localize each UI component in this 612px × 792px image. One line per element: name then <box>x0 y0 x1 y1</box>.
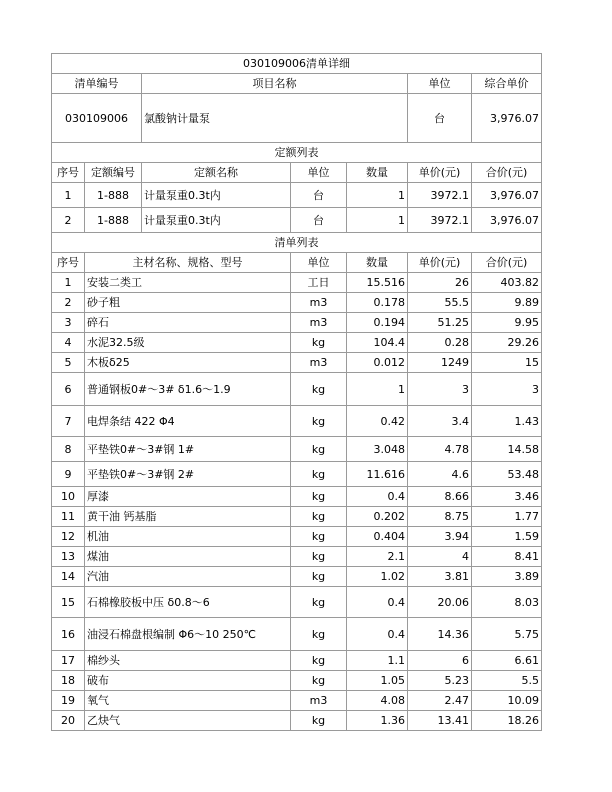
material-row <box>52 437 542 462</box>
material-name: 氧气 <box>85 691 291 711</box>
material-name: 乙炔气 <box>85 711 291 731</box>
material-total: 9.95 <box>472 313 542 333</box>
material-price: 4 <box>408 547 472 567</box>
material-index: 9 <box>52 462 85 487</box>
material-price: 5.23 <box>408 671 472 691</box>
quota-qty: 1 <box>347 183 408 208</box>
material-unit: kg <box>291 711 347 731</box>
quota-col-price: 单价(元) <box>408 163 472 183</box>
material-unit: kg <box>291 487 347 507</box>
quota-name: 计量泵重0.3t内 <box>142 208 291 233</box>
material-name: 机油 <box>85 527 291 547</box>
material-index: 14 <box>52 567 85 587</box>
material-row <box>52 671 542 691</box>
material-row <box>52 333 542 353</box>
quota-col-index: 序号 <box>52 163 85 183</box>
material-row <box>52 651 542 671</box>
material-total: 3.89 <box>472 567 542 587</box>
material-col-index: 序号 <box>52 253 85 273</box>
material-qty: 15.516 <box>347 273 408 293</box>
material-index: 6 <box>52 373 85 406</box>
material-col-qty: 数量 <box>347 253 408 273</box>
material-qty: 3.048 <box>347 437 408 462</box>
material-unit: m3 <box>291 691 347 711</box>
material-qty: 11.616 <box>347 462 408 487</box>
material-col-price: 单价(元) <box>408 253 472 273</box>
material-total: 1.77 <box>472 507 542 527</box>
material-row <box>52 313 542 333</box>
quota-unit: 台 <box>291 183 347 208</box>
material-qty: 0.202 <box>347 507 408 527</box>
material-row <box>52 373 542 406</box>
material-index: 13 <box>52 547 85 567</box>
quota-col-qty: 数量 <box>347 163 408 183</box>
material-row <box>52 567 542 587</box>
material-total: 9.89 <box>472 293 542 313</box>
material-unit: kg <box>291 618 347 651</box>
material-index: 11 <box>52 507 85 527</box>
material-total: 53.48 <box>472 462 542 487</box>
material-row <box>52 587 542 618</box>
bill-code: 030109006 <box>52 94 142 143</box>
material-col-name: 主材名称、规格、型号 <box>85 253 291 273</box>
material-total: 403.82 <box>472 273 542 293</box>
material-index: 16 <box>52 618 85 651</box>
material-price: 6 <box>408 651 472 671</box>
material-unit: kg <box>291 527 347 547</box>
material-total: 5.5 <box>472 671 542 691</box>
material-name: 油浸石棉盘根编制 Φ6～10 250℃ <box>85 618 291 651</box>
material-unit: kg <box>291 507 347 527</box>
material-index: 18 <box>52 671 85 691</box>
quota-index: 1 <box>52 183 85 208</box>
material-qty: 0.194 <box>347 313 408 333</box>
material-unit: kg <box>291 651 347 671</box>
material-unit: kg <box>291 567 347 587</box>
material-unit: kg <box>291 671 347 691</box>
material-row <box>52 293 542 313</box>
material-price: 3.94 <box>408 527 472 547</box>
material-total: 8.41 <box>472 547 542 567</box>
material-total: 10.09 <box>472 691 542 711</box>
material-qty: 1.02 <box>347 567 408 587</box>
material-qty: 1.1 <box>347 651 408 671</box>
quota-col-code: 定额编号 <box>85 163 142 183</box>
material-unit: kg <box>291 437 347 462</box>
material-row <box>52 547 542 567</box>
material-unit: kg <box>291 462 347 487</box>
material-index: 12 <box>52 527 85 547</box>
bill-item-name: 氯酸钠计量泵 <box>142 94 408 143</box>
material-price: 55.5 <box>408 293 472 313</box>
material-price: 26 <box>408 273 472 293</box>
material-qty: 0.4 <box>347 587 408 618</box>
material-price: 20.06 <box>408 587 472 618</box>
material-qty: 1 <box>347 373 408 406</box>
material-index: 3 <box>52 313 85 333</box>
material-name: 黄干油 钙基脂 <box>85 507 291 527</box>
material-total: 29.26 <box>472 333 542 353</box>
material-qty: 1.05 <box>347 671 408 691</box>
quota-total: 3,976.07 <box>472 208 542 233</box>
material-price: 13.41 <box>408 711 472 731</box>
quota-price: 3972.1 <box>408 208 472 233</box>
material-index: 5 <box>52 353 85 373</box>
material-name: 石棉橡胶板中压 δ0.8～6 <box>85 587 291 618</box>
quota-index: 2 <box>52 208 85 233</box>
quota-name: 计量泵重0.3t内 <box>142 183 291 208</box>
quota-price: 3972.1 <box>408 183 472 208</box>
material-price: 3.4 <box>408 406 472 437</box>
material-row <box>52 487 542 507</box>
material-name: 碎石 <box>85 313 291 333</box>
material-price: 51.25 <box>408 313 472 333</box>
material-qty: 0.4 <box>347 618 408 651</box>
material-unit: kg <box>291 587 347 618</box>
quota-code: 1-888 <box>85 183 142 208</box>
material-index: 8 <box>52 437 85 462</box>
material-total: 6.61 <box>472 651 542 671</box>
material-row <box>52 273 542 293</box>
material-qty: 0.404 <box>347 527 408 547</box>
material-name: 破布 <box>85 671 291 691</box>
material-unit: kg <box>291 547 347 567</box>
material-row <box>52 527 542 547</box>
material-unit: 工日 <box>291 273 347 293</box>
material-price: 2.47 <box>408 691 472 711</box>
bill-detail-sheet <box>51 53 541 731</box>
material-price: 8.75 <box>408 507 472 527</box>
header-code-label: 清单编号 <box>52 74 142 94</box>
material-row <box>52 507 542 527</box>
material-index: 1 <box>52 273 85 293</box>
material-price: 3.81 <box>408 567 472 587</box>
material-name: 平垫铁0#～3#钢 1# <box>85 437 291 462</box>
quota-col-total: 合价(元) <box>472 163 542 183</box>
bill-price: 3,976.07 <box>472 94 542 143</box>
material-index: 2 <box>52 293 85 313</box>
sheet-title: 030109006清单详细 <box>52 54 542 74</box>
material-header-row <box>52 253 542 273</box>
quota-row <box>52 208 542 233</box>
quota-row <box>52 183 542 208</box>
material-name: 木板δ25 <box>85 353 291 373</box>
material-qty: 0.178 <box>347 293 408 313</box>
quota-code: 1-888 <box>85 208 142 233</box>
quota-section-title: 定额列表 <box>52 143 542 163</box>
material-row <box>52 406 542 437</box>
material-qty: 0.42 <box>347 406 408 437</box>
material-qty: 104.4 <box>347 333 408 353</box>
bill-unit: 台 <box>408 94 472 143</box>
quota-header-row <box>52 163 542 183</box>
material-total: 3 <box>472 373 542 406</box>
material-name: 汽油 <box>85 567 291 587</box>
material-row <box>52 462 542 487</box>
material-index: 4 <box>52 333 85 353</box>
material-price: 3 <box>408 373 472 406</box>
bill-detail-table <box>51 53 542 731</box>
quota-col-unit: 单位 <box>291 163 347 183</box>
material-price: 1249 <box>408 353 472 373</box>
material-unit: kg <box>291 373 347 406</box>
material-qty: 0.4 <box>347 487 408 507</box>
header-unit-label: 单位 <box>408 74 472 94</box>
material-name: 水泥32.5级 <box>85 333 291 353</box>
material-qty: 0.012 <box>347 353 408 373</box>
material-qty: 2.1 <box>347 547 408 567</box>
material-index: 17 <box>52 651 85 671</box>
material-name: 棉纱头 <box>85 651 291 671</box>
material-price: 0.28 <box>408 333 472 353</box>
header-price-label: 综合单价 <box>472 74 542 94</box>
material-row <box>52 691 542 711</box>
material-name: 煤油 <box>85 547 291 567</box>
material-col-unit: 单位 <box>291 253 347 273</box>
material-unit: m3 <box>291 293 347 313</box>
material-total: 3.46 <box>472 487 542 507</box>
material-unit: kg <box>291 406 347 437</box>
material-total: 15 <box>472 353 542 373</box>
material-qty: 1.36 <box>347 711 408 731</box>
material-index: 19 <box>52 691 85 711</box>
material-price: 8.66 <box>408 487 472 507</box>
material-unit: m3 <box>291 313 347 333</box>
material-price: 4.6 <box>408 462 472 487</box>
material-total: 8.03 <box>472 587 542 618</box>
material-name: 平垫铁0#～3#钢 2# <box>85 462 291 487</box>
material-unit: m3 <box>291 353 347 373</box>
material-qty: 4.08 <box>347 691 408 711</box>
material-name: 普通钢板0#～3# δ1.6～1.9 <box>85 373 291 406</box>
material-index: 15 <box>52 587 85 618</box>
material-price: 4.78 <box>408 437 472 462</box>
header-name-text: 项目名称 <box>252 77 297 90</box>
material-index: 20 <box>52 711 85 731</box>
material-index: 10 <box>52 487 85 507</box>
material-row <box>52 711 542 731</box>
material-name: 厚漆 <box>85 487 291 507</box>
material-total: 5.75 <box>472 618 542 651</box>
material-name: 安装二类工 <box>85 273 291 293</box>
header-name-label <box>142 74 408 94</box>
quota-qty: 1 <box>347 208 408 233</box>
material-index: 7 <box>52 406 85 437</box>
material-total: 1.43 <box>472 406 542 437</box>
material-name: 电焊条结 422 Φ4 <box>85 406 291 437</box>
material-unit: kg <box>291 333 347 353</box>
material-name: 砂子粗 <box>85 293 291 313</box>
material-total: 18.26 <box>472 711 542 731</box>
material-total: 14.58 <box>472 437 542 462</box>
material-total: 1.59 <box>472 527 542 547</box>
material-col-total: 合价(元) <box>472 253 542 273</box>
quota-col-name: 定额名称 <box>142 163 291 183</box>
quota-total: 3,976.07 <box>472 183 542 208</box>
material-row <box>52 353 542 373</box>
quota-unit: 台 <box>291 208 347 233</box>
material-row <box>52 618 542 651</box>
material-price: 14.36 <box>408 618 472 651</box>
material-section-title: 清单列表 <box>52 233 542 253</box>
